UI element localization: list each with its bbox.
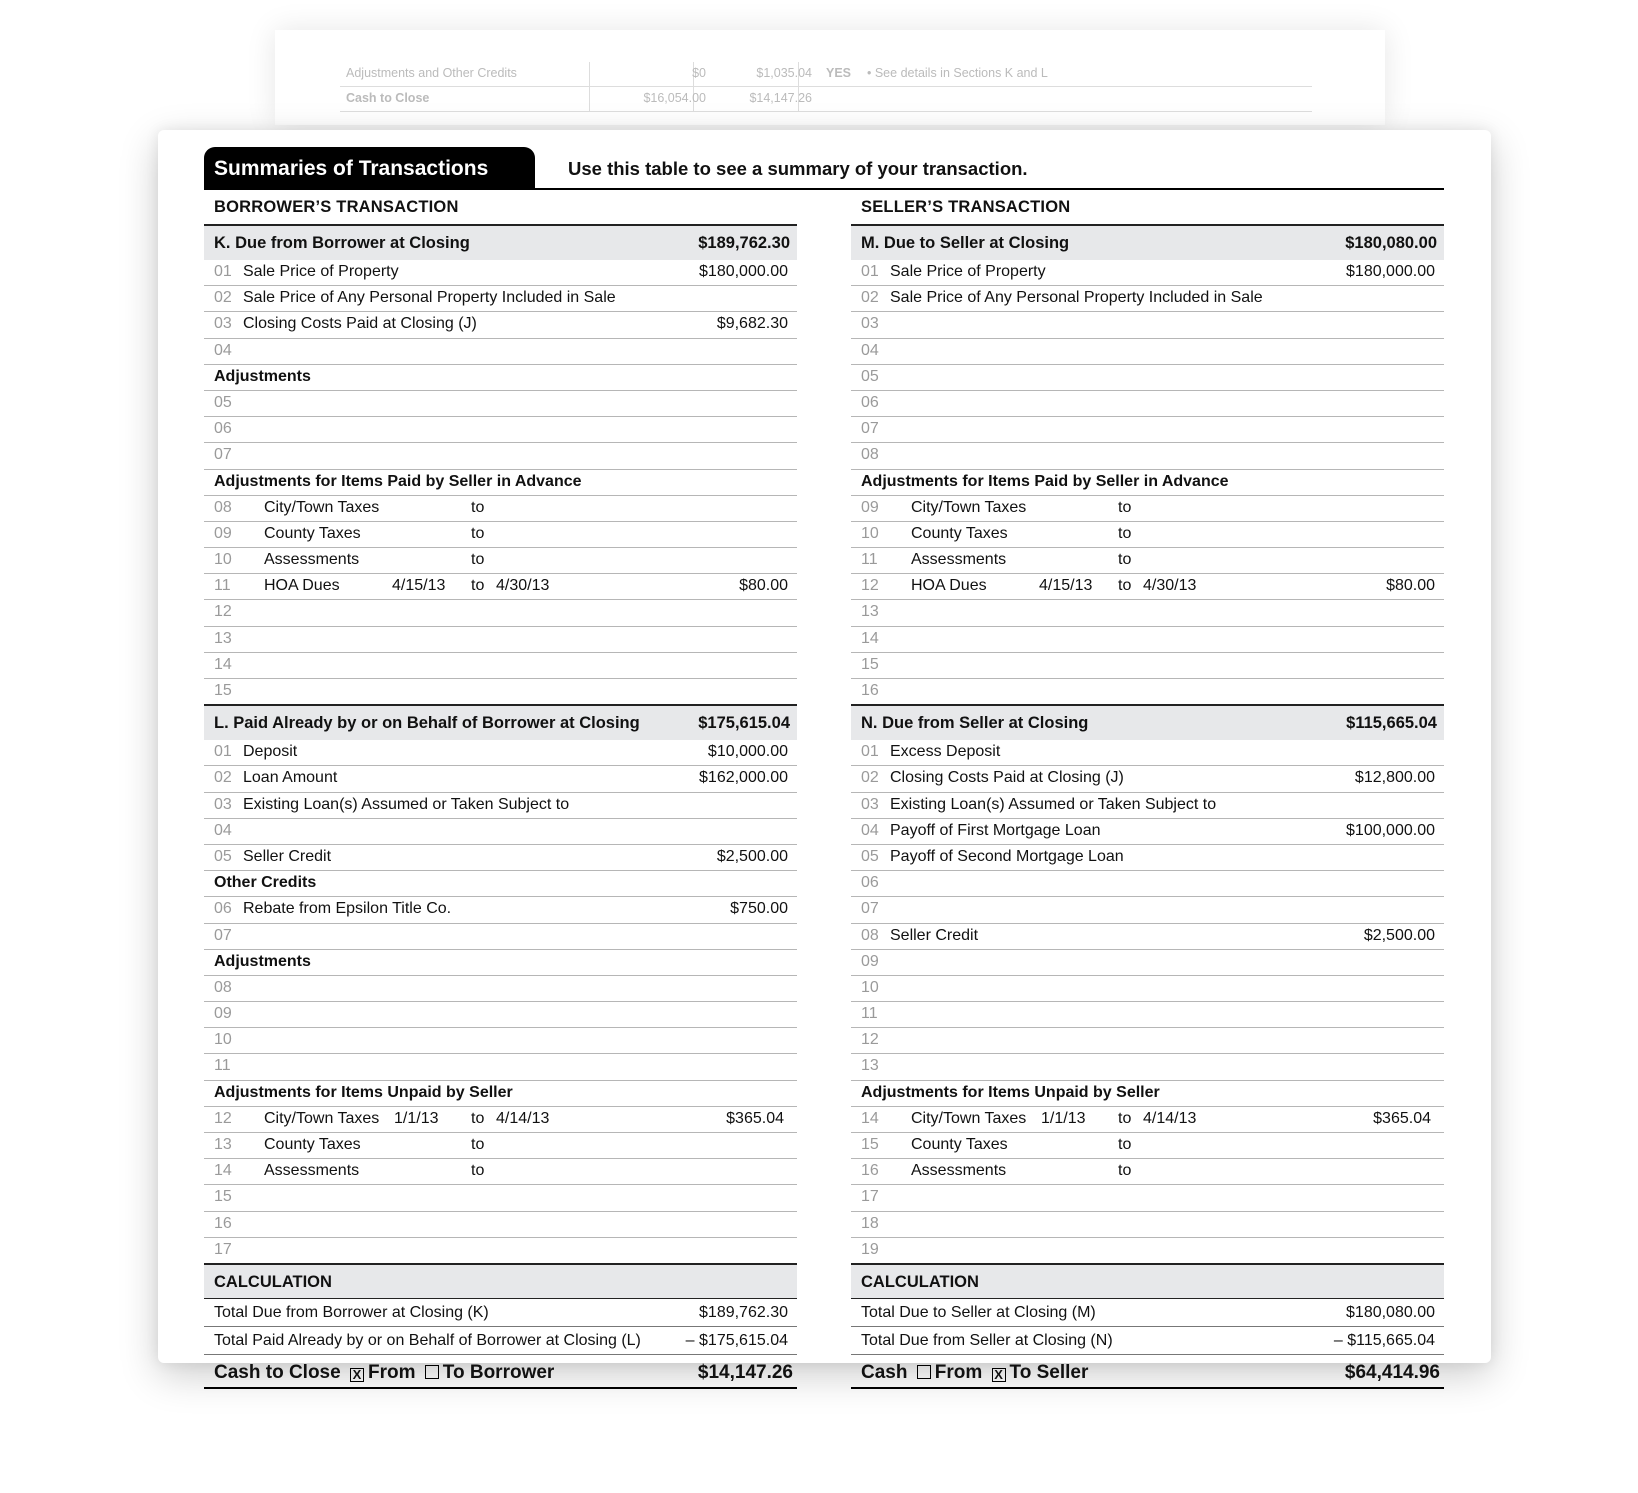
- line-item-row: [851, 339, 1444, 365]
- line-label: Excess Deposit: [890, 743, 1001, 761]
- line-number: 13: [861, 603, 879, 621]
- date-to: 4/14/13: [496, 1109, 550, 1127]
- line-label: HOA Dues: [264, 577, 340, 595]
- line-number: 09: [214, 1005, 232, 1023]
- line-number: 19: [861, 1240, 879, 1258]
- date-to-word: to: [1118, 551, 1132, 569]
- line-number: 07: [214, 926, 232, 944]
- line-label: Seller Credit: [890, 926, 979, 944]
- line-item-row: [851, 897, 1444, 923]
- to-checkbox[interactable]: X: [992, 1368, 1006, 1382]
- line-item-row: [851, 417, 1444, 443]
- date-from: 1/1/13: [1041, 1109, 1086, 1127]
- calculation-row: [204, 1299, 797, 1327]
- date-to: 4/30/13: [496, 577, 550, 595]
- subsection-row: [204, 871, 797, 897]
- from-checkbox[interactable]: X: [350, 1368, 364, 1382]
- line-amount: $180,000.00: [699, 263, 788, 280]
- date-to-word: to: [471, 577, 485, 595]
- line-item-row: [851, 1185, 1444, 1211]
- line-number: 02: [861, 289, 879, 307]
- calculation-header: CALCULATION: [851, 1263, 1444, 1299]
- line-label: Existing Loan(s) Assumed or Taken Subject to: [890, 795, 1217, 813]
- calculation-row: [851, 1299, 1444, 1327]
- line-number: 04: [861, 341, 879, 359]
- line-number: 13: [214, 1136, 232, 1153]
- line-number: 04: [214, 821, 232, 839]
- line-amount: $80.00: [1386, 577, 1435, 595]
- line-number: 02: [861, 769, 879, 787]
- line-number: 03: [861, 315, 879, 333]
- line-number: 06: [214, 420, 232, 438]
- calc-label: Total Due from Borrower at Closing (K): [214, 1303, 489, 1321]
- line-item-row: [204, 443, 797, 469]
- line-item-row: [204, 522, 797, 548]
- line-item-row: [851, 627, 1444, 653]
- line-item-row: [204, 766, 797, 792]
- line-item-row: [204, 1185, 797, 1211]
- line-item-row: [851, 391, 1444, 417]
- line-item-row: [851, 819, 1444, 845]
- date-to: 4/14/13: [1143, 1109, 1197, 1127]
- line-number: 07: [861, 420, 879, 438]
- line-number: 16: [861, 1162, 879, 1180]
- subsection-label: Adjustments for Items Paid by Seller in Advance: [861, 472, 1229, 490]
- line-number: 03: [214, 315, 232, 333]
- bg-changed: YES: [826, 66, 852, 80]
- line-item-row: [204, 260, 797, 286]
- line-number: 18: [861, 1214, 879, 1232]
- line-label: HOA Dues: [911, 577, 987, 595]
- line-item-row: [204, 1133, 797, 1159]
- line-item-row: [851, 1054, 1444, 1080]
- line-number: 09: [861, 952, 879, 970]
- line-number: 16: [861, 682, 879, 699]
- line-item-row: [204, 1159, 797, 1185]
- line-item-row: [204, 1238, 797, 1263]
- line-number: 10: [214, 1031, 232, 1049]
- date-from: 4/15/13: [392, 577, 446, 595]
- to-label: To Seller: [1009, 1361, 1089, 1383]
- subsection-row: [851, 1081, 1444, 1107]
- date-from: 4/15/13: [1039, 577, 1093, 595]
- line-item-row: [851, 845, 1444, 871]
- line-label: Sale Price of Property: [890, 263, 1046, 280]
- line-amount: $9,682.30: [716, 315, 788, 333]
- date-to-word: to: [471, 1109, 485, 1127]
- cash-amount: $64,414.96: [1344, 1361, 1440, 1383]
- line-label: Closing Costs Paid at Closing (J): [243, 315, 477, 333]
- line-item-row: [204, 976, 797, 1002]
- line-number: 12: [214, 603, 232, 621]
- line-item-row: [204, 1107, 797, 1133]
- line-item-row: [851, 286, 1444, 312]
- date-from: 1/1/13: [394, 1109, 439, 1127]
- line-label: Deposit: [243, 743, 298, 761]
- line-item-row: [851, 871, 1444, 897]
- from-label: From: [934, 1361, 983, 1383]
- section-m-header: [851, 224, 1444, 260]
- calc-label: Total Due from Seller at Closing (N): [861, 1331, 1113, 1349]
- bg-final: $14,147.26: [749, 91, 812, 105]
- line-label: Loan Amount: [243, 769, 338, 787]
- line-item-row: [851, 600, 1444, 626]
- background-row: [340, 87, 1312, 112]
- line-item-row: [851, 950, 1444, 976]
- line-number: 01: [861, 743, 879, 761]
- line-item-row: [204, 1028, 797, 1054]
- subsection-row: [204, 1081, 797, 1107]
- line-item-row: [204, 845, 797, 871]
- line-number: 12: [214, 1109, 232, 1127]
- line-item-row: [851, 793, 1444, 819]
- line-number: 09: [214, 524, 232, 542]
- line-item-row: [851, 522, 1444, 548]
- line-item-row: [204, 740, 797, 766]
- date-to-word: to: [471, 551, 485, 569]
- line-label: County Taxes: [911, 1136, 1008, 1153]
- line-number: 01: [214, 263, 232, 280]
- line-number: 15: [861, 1136, 879, 1153]
- line-number: 10: [214, 551, 232, 569]
- section-k-header: [204, 224, 797, 260]
- line-label: City/Town Taxes: [911, 498, 1027, 516]
- bg-label: Cash to Close: [346, 91, 430, 105]
- date-to-word: to: [471, 498, 485, 516]
- line-item-row: [851, 1002, 1444, 1028]
- line-number: 07: [861, 900, 879, 918]
- cash-label-group: [861, 1362, 1088, 1384]
- line-number: 14: [861, 1109, 879, 1127]
- line-item-row: [204, 627, 797, 653]
- line-item-row: [204, 897, 797, 923]
- line-number: 02: [214, 769, 232, 787]
- line-item-row: [204, 819, 797, 845]
- subsection-label: Adjustments: [214, 952, 311, 970]
- line-number: 05: [861, 847, 879, 865]
- line-label: Assessments: [264, 1162, 360, 1180]
- line-item-row: [851, 679, 1444, 704]
- line-number: 11: [214, 1057, 231, 1075]
- line-number: 14: [214, 655, 232, 673]
- line-label: Assessments: [911, 1162, 1007, 1180]
- line-item-row: [204, 1054, 797, 1080]
- line-number: 05: [861, 367, 879, 385]
- line-item-row: [204, 653, 797, 679]
- date-to-word: to: [1118, 1136, 1132, 1153]
- date-to-word: to: [471, 1162, 485, 1180]
- line-number: 15: [214, 682, 232, 699]
- calc-amount: – $115,665.04: [1333, 1331, 1435, 1349]
- subsection-label: Other Credits: [214, 874, 317, 892]
- line-number: 06: [861, 393, 879, 411]
- line-number: 16: [214, 1214, 232, 1232]
- line-number: 07: [214, 446, 232, 464]
- line-item-row: [851, 1238, 1444, 1263]
- line-number: 13: [861, 1057, 879, 1075]
- cash-to-close-amount: $14,147.26: [697, 1361, 793, 1383]
- line-label: County Taxes: [264, 1136, 361, 1153]
- bg-note: • See details in Sections K and L: [867, 66, 1048, 80]
- date-to-word: to: [471, 524, 485, 542]
- line-number: 06: [214, 900, 232, 918]
- line-number: 05: [214, 847, 232, 865]
- line-number: 11: [861, 551, 878, 569]
- line-number: 10: [861, 524, 879, 542]
- line-amount: $180,000.00: [1346, 263, 1435, 280]
- subsection-row: [204, 365, 797, 391]
- line-item-row: [204, 286, 797, 312]
- line-item-row: [851, 365, 1444, 391]
- line-label: Seller Credit: [243, 847, 332, 865]
- line-amount: $750.00: [730, 900, 788, 918]
- line-number: 14: [861, 629, 879, 647]
- line-number: 06: [861, 874, 879, 892]
- line-number: 10: [861, 978, 879, 996]
- line-amount: $80.00: [739, 577, 788, 595]
- line-number: 02: [214, 289, 232, 307]
- line-item-row: [204, 496, 797, 522]
- line-number: 08: [214, 978, 232, 996]
- line-label: County Taxes: [911, 524, 1008, 542]
- line-amount: $2,500.00: [716, 847, 788, 865]
- line-item-row: [851, 976, 1444, 1002]
- section-k-label: K. Due from Borrower at Closing: [214, 234, 470, 252]
- from-label: From: [367, 1361, 416, 1383]
- date-to-word: to: [1118, 577, 1132, 595]
- line-item-row: [851, 443, 1444, 469]
- section-tab-title: Summaries of Transactions: [204, 147, 535, 189]
- date-to-word: to: [1118, 524, 1132, 542]
- section-n-header: [851, 704, 1444, 740]
- line-item-row: [204, 339, 797, 365]
- subsection-row: [204, 470, 797, 496]
- calc-amount: – $175,615.04: [685, 1331, 788, 1349]
- line-number: 03: [861, 795, 879, 813]
- date-to: 4/30/13: [1143, 577, 1197, 595]
- background-table: [340, 62, 1312, 112]
- line-number: 03: [214, 795, 232, 813]
- line-item-row: [851, 766, 1444, 792]
- line-number: 11: [861, 1005, 878, 1023]
- borrower-title: BORROWER’S TRANSACTION: [214, 198, 459, 216]
- line-amount: $162,000.00: [699, 769, 788, 787]
- line-item-row: [204, 679, 797, 704]
- date-to-word: to: [1118, 1162, 1132, 1180]
- line-item-row: [204, 417, 797, 443]
- line-item-row: [851, 653, 1444, 679]
- line-item-row: [851, 1028, 1444, 1054]
- from-checkbox[interactable]: [917, 1365, 931, 1379]
- summaries-card: [158, 130, 1491, 1383]
- line-number: 01: [214, 743, 232, 761]
- line-item-row: [204, 312, 797, 338]
- subsection-label: Adjustments for Items Unpaid by Seller: [861, 1083, 1160, 1101]
- line-amount: $365.04: [726, 1109, 784, 1127]
- line-item-row: [204, 924, 797, 950]
- line-amount: $10,000.00: [707, 743, 788, 761]
- line-number: 13: [214, 629, 232, 647]
- line-label: Sale Price of Property: [243, 263, 399, 280]
- line-item-row: [204, 1212, 797, 1238]
- line-number: 15: [214, 1188, 232, 1206]
- line-amount: $365.04: [1373, 1109, 1431, 1127]
- section-l-label: L. Paid Already by or on Behalf of Borrower at Closing: [214, 714, 640, 733]
- section-m-total: $180,080.00: [1345, 234, 1437, 252]
- section-l-total: $175,615.04: [698, 714, 790, 733]
- line-label: County Taxes: [264, 524, 361, 542]
- line-number: 04: [214, 341, 232, 359]
- line-item-row: [204, 1002, 797, 1028]
- seller-transaction: [851, 190, 1444, 1389]
- line-number: 14: [214, 1162, 232, 1180]
- line-item-row: [851, 574, 1444, 600]
- section-n-label: N. Due from Seller at Closing: [861, 714, 1089, 733]
- bg-final: $1,035.04: [756, 66, 812, 80]
- line-item-row: [851, 1159, 1444, 1185]
- calc-amount: $180,080.00: [1346, 1303, 1435, 1321]
- cash-row: [851, 1355, 1444, 1389]
- line-item-row: [851, 496, 1444, 522]
- subsection-label: Adjustments for Items Paid by Seller in Advance: [214, 472, 582, 490]
- calc-amount: $189,762.30: [699, 1303, 788, 1321]
- line-label: Assessments: [264, 551, 360, 569]
- line-number: 08: [861, 926, 879, 944]
- line-number: 01: [861, 263, 879, 280]
- date-to-word: to: [1118, 1109, 1132, 1127]
- line-item-row: [851, 1107, 1444, 1133]
- line-item-row: [204, 548, 797, 574]
- line-item-row: [851, 548, 1444, 574]
- borrower-transaction: [204, 190, 797, 1389]
- line-label: Sale Price of Any Personal Property Included in Sale: [243, 289, 616, 307]
- bg-estimate: $0: [692, 66, 706, 80]
- line-label: Existing Loan(s) Assumed or Taken Subject to: [243, 795, 570, 813]
- line-number: 17: [214, 1240, 232, 1258]
- to-label: To Borrower: [442, 1361, 555, 1383]
- line-label: Payoff of Second Mortgage Loan: [890, 847, 1124, 865]
- line-label: City/Town Taxes: [264, 1109, 380, 1127]
- date-to-word: to: [471, 1136, 485, 1153]
- line-item-row: [851, 260, 1444, 286]
- line-label: Payoff of First Mortgage Loan: [890, 821, 1101, 839]
- subsection-label: Adjustments for Items Unpaid by Seller: [214, 1083, 513, 1101]
- line-number: 08: [861, 446, 879, 464]
- section-subtitle: Use this table to see a summary of your transaction.: [568, 158, 1028, 179]
- section-k-total: $189,762.30: [698, 234, 790, 252]
- to-checkbox[interactable]: [425, 1365, 439, 1379]
- line-label: Sale Price of Any Personal Property Included in Sale: [890, 289, 1263, 307]
- line-item-row: [204, 574, 797, 600]
- calculation-header: CALCULATION: [204, 1263, 797, 1299]
- section-n-total: $115,665.04: [1346, 714, 1437, 733]
- section-m-label: M. Due to Seller at Closing: [861, 234, 1070, 252]
- line-number: 17: [861, 1188, 879, 1206]
- calculation-row: [851, 1327, 1444, 1355]
- calc-label: Total Paid Already by or on Behalf of Borrower at Closing (L): [214, 1331, 641, 1349]
- line-number: 09: [861, 498, 879, 516]
- line-number: 12: [861, 577, 879, 595]
- seller-title: SELLER’S TRANSACTION: [861, 198, 1071, 216]
- subsection-row: [204, 950, 797, 976]
- line-label: Closing Costs Paid at Closing (J): [890, 769, 1124, 787]
- section-l-header: [204, 704, 797, 740]
- cash-to-close-row: [204, 1355, 797, 1389]
- background-row: [340, 62, 1312, 87]
- line-amount: $2,500.00: [1363, 926, 1435, 944]
- line-item-row: [851, 1212, 1444, 1238]
- bg-label: Adjustments and Other Credits: [346, 66, 517, 80]
- line-number: 11: [214, 577, 231, 595]
- line-label: City/Town Taxes: [911, 1109, 1027, 1127]
- bg-estimate: $16,054.00: [643, 91, 706, 105]
- line-amount: $12,800.00: [1354, 769, 1435, 787]
- cash-label: Cash to Close: [214, 1361, 341, 1383]
- line-item-row: [851, 1133, 1444, 1159]
- calculation-row: [204, 1327, 797, 1355]
- line-label: Rebate from Epsilon Title Co.: [243, 900, 452, 918]
- line-number: 12: [861, 1031, 879, 1049]
- line-number: 08: [214, 498, 232, 516]
- subsection-label: Adjustments: [214, 367, 311, 385]
- line-item-row: [851, 924, 1444, 950]
- line-number: 05: [214, 393, 232, 411]
- line-amount: $100,000.00: [1346, 821, 1435, 839]
- line-number: 15: [861, 655, 879, 673]
- cash-label: Cash: [861, 1361, 908, 1383]
- calc-label: Total Due to Seller at Closing (M): [861, 1303, 1096, 1321]
- line-item-row: [204, 600, 797, 626]
- line-item-row: [851, 740, 1444, 766]
- line-item-row: [204, 793, 797, 819]
- date-to-word: to: [1118, 498, 1132, 516]
- background-page: [275, 30, 1385, 125]
- line-label: Assessments: [911, 551, 1007, 569]
- subsection-row: [851, 470, 1444, 496]
- cash-to-close-label: [214, 1362, 554, 1384]
- line-item-row: [204, 391, 797, 417]
- line-item-row: [851, 312, 1444, 338]
- line-label: City/Town Taxes: [264, 498, 380, 516]
- line-number: 04: [861, 821, 879, 839]
